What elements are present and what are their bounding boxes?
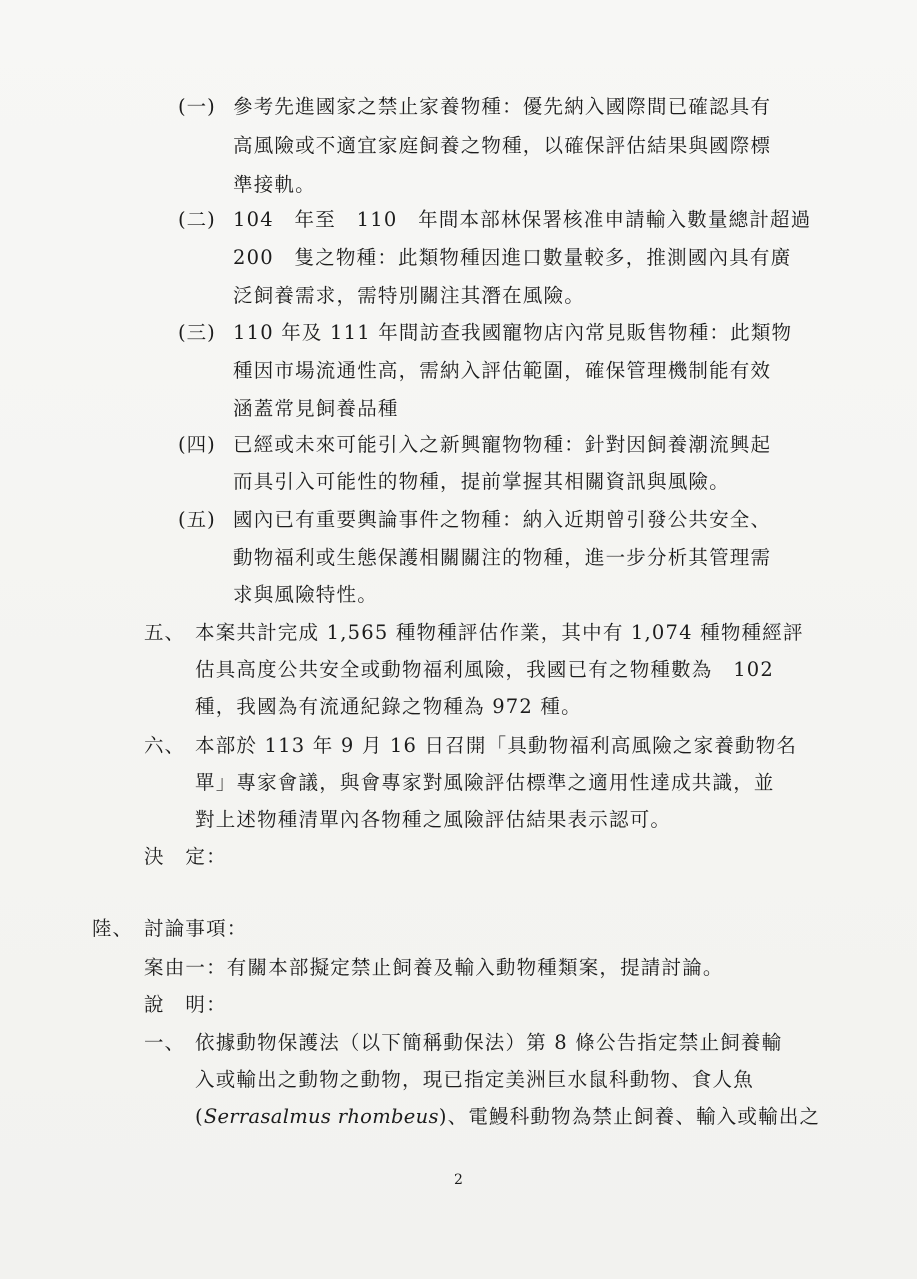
criterion-marker-5: (五) <box>178 508 216 531</box>
point-1-line-2: 入或輸出之動物之動物，現已指定美洲巨水鼠科動物、食人魚 <box>195 1068 754 1091</box>
item-marker-5: 五、 <box>144 621 186 644</box>
point-1-line-3 <box>195 1102 820 1132</box>
item-marker-6: 六、 <box>144 734 186 757</box>
case-one: 案由一：有關本部擬定禁止飼養及輸入動物種類案，提請討論。 <box>144 956 724 979</box>
criterion-2-line-3: 泛飼養需求，需特別關注其潛在風險。 <box>233 284 585 307</box>
criterion-4-line-1: 已經或未來可能引入之新興寵物物種：針對因飼養潮流興起 <box>233 433 772 456</box>
species-name: Serrasalmus rhombeus <box>203 1105 439 1128</box>
criterion-3-line-1: 110 年及 111 年間訪查我國寵物店內常見販售物種：此類物 <box>233 321 793 344</box>
point-1-line-3-rest: )、電鰻科動物為禁止飼養、輸入或輸出之 <box>438 1105 821 1128</box>
item-5-line-2: 估具高度公共安全或動物福利風險，我國已有之物種數為 102 <box>195 658 775 681</box>
item-5-line-3: 種，我國為有流通紀錄之物種為 972 種。 <box>195 695 582 718</box>
criterion-3-line-3: 涵蓋常見飼養品種 <box>233 397 399 420</box>
point-1-line-1: 依據動物保護法（以下簡稱動保法）第 8 條公告指定禁止飼養輸 <box>195 1031 783 1054</box>
item-6-line-1: 本部於 113 年 9 月 16 日召開「具動物福利高風險之家養動物名 <box>195 734 798 757</box>
criterion-1-line-1: 參考先進國家之禁止家養物種：優先納入國際間已確認具有 <box>233 95 772 118</box>
section-title: 討論事項： <box>144 917 248 940</box>
criterion-2-line-1: 104 年至 110 年間本部林保署核准申請輸入數量總計超過 <box>233 208 812 231</box>
criterion-marker-3: (三) <box>178 321 216 344</box>
criterion-4-line-2: 而具引入可能性的物種，提前掌握其相關資訊與風險。 <box>233 470 730 493</box>
page-number: 2 <box>454 1172 463 1188</box>
criterion-marker-4: (四) <box>178 433 216 456</box>
decision-label: 決 定： <box>144 845 227 868</box>
explanation-label: 說 明： <box>144 993 227 1016</box>
criterion-2-line-2: 200 隻之物種：此類物種因進口數量較多，推測國內具有廣 <box>233 246 792 269</box>
section-marker: 陸、 <box>92 917 134 940</box>
item-6-line-2: 單」專家會議，與會專家對風險評估標準之適用性達成共識，並 <box>195 771 775 794</box>
criterion-3-line-2: 種因市場流通性高，需納入評估範圍，確保管理機制能有效 <box>233 359 772 382</box>
criterion-5-line-3: 求與風險特性。 <box>233 583 378 606</box>
paren-open: ( <box>195 1105 204 1128</box>
criterion-1-line-3: 準接軌。 <box>233 173 316 196</box>
criterion-5-line-1: 國內已有重要輿論事件之物種：納入近期曾引發公共安全、 <box>233 508 772 531</box>
criterion-1-line-2: 高風險或不適宜家庭飼養之物種，以確保評估結果與國際標 <box>233 134 772 157</box>
criterion-5-line-2: 動物福利或生態保護相關關注的物種，進一步分析其管理需 <box>233 546 772 569</box>
item-5-line-1: 本案共計完成 1,565 種物種評估作業，其中有 1,074 種物種經評 <box>195 621 804 644</box>
criterion-marker-2: (二) <box>178 208 216 231</box>
point-marker-1: 一、 <box>144 1031 186 1054</box>
criterion-marker-1: (一) <box>178 95 216 118</box>
item-6-line-3: 對上述物種清單內各物種之風險評估結果表示認可。 <box>195 808 672 831</box>
